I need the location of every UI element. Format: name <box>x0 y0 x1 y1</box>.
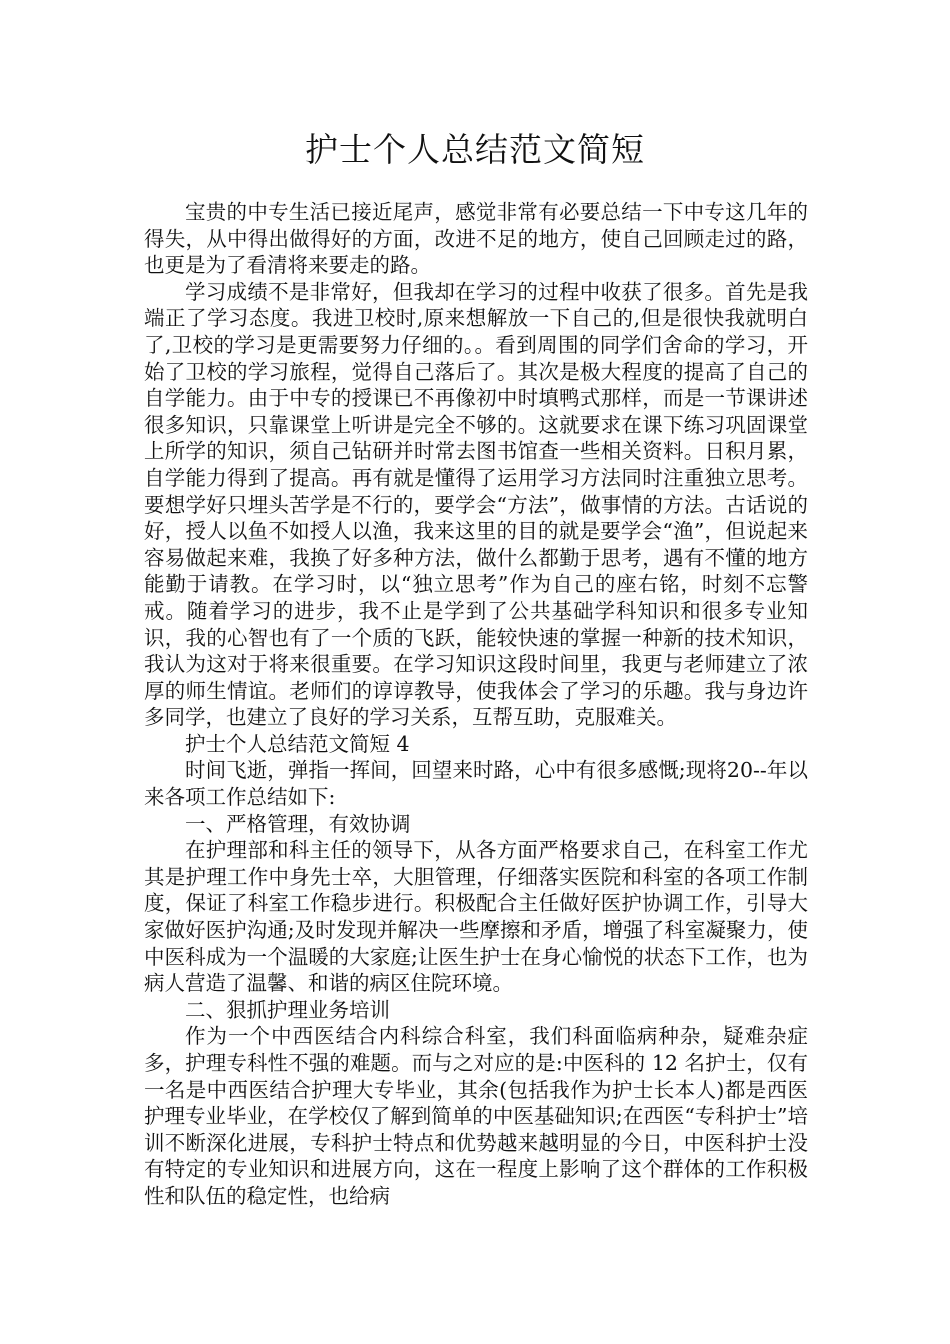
paragraph-intro: 宝贵的中专生活已接近尾声，感觉非常有必要总结一下中专这几年的得失，从中得出做得好的方面，改进不足的地方，使自己回顾走过的路，也更是为了看清将来要走的路。 <box>144 200 808 278</box>
document-title: 护士个人总结范文简短 <box>305 130 645 169</box>
section-heading-4: 护士个人总结范文简短 4 <box>185 731 410 756</box>
paragraph-study: 学习成绩不是非常好，但我却在学习的过程中收获了很多。首先是我端正了学习态度。我进卫校时,原来想解放一下自己的,但是很快我就明白了,卫校的学习是更需要努力仔细的。。看到周围的同学们舍命的学习，开始了卫校的学习旅程，觉得自己落后了。其次是极大程度的提高了自己的自学能力。由于中专的授课已不再像初中时填鸭式那样，而是一节课讲述很多知识，只靠课堂上听讲是完全不够的。这就要求在课下练习巩固课堂上所学的知识，须自己钻研并时常去图书馆查一些相关资料。日积月累，自学能力得到了提高。再有就是懂得了运用学习方法同时注重独立思考。要想学好只埋头苦学是不行的，要学会“方法”，做事情的方法。古话说的好，授人以鱼不如授人以渔，我来这里的目的就是要学会“渔”，但说起来容易做起来难，我换了好多种方法，做什么都勤于思考，遇有不懂的地方能勤于请教。在学习时，以“独立思考”作为自己的座右铭，时刻不忘警戒。随着学习的进步，我不止是学到了公共基础学科知识和很多专业知识，我的心智也有了一个质的飞跃，能较快速的掌握一种新的技术知识，我认为这对于将来很重要。在学习知识这段时间里，我更与老师建立了浓厚的师生情谊。老师们的谆谆教导，使我体会了学习的乐趣。我与身边许多同学，也建立了良好的学习关系，互帮互助，克服难关。 <box>144 279 808 730</box>
subheading-training: 二、狠抓护理业务培训 <box>185 997 390 1022</box>
document-body <box>144 199 808 1210</box>
paragraph-management: 在护理部和科主任的领导下，从各方面严格要求自己，在科室工作尤其是护理工作中身先士卒，大胆管理，仔细落实医院和科室的各项工作制度，保证了科室工作稳步进行。积极配合主任做好医护协调工作，引导大家做好医护沟通;及时发现并解决一些摩擦和矛盾，增强了科室凝聚力，使中医科成为一个温暖的大家庭;让医生护士在身心愉悦的状态下工作，也为病人营造了温馨、和谐的病区住院环境。 <box>144 838 808 996</box>
subheading-management: 一、严格管理，有效协调 <box>185 811 411 836</box>
paragraph-training: 作为一个中西医结合内科综合科室，我们科面临病种杂，疑难杂症多，护理专科性不强的难题。而与之对应的是:中医科的 12 名护士，仅有一名是中西医结合护理大专毕业，其余(包括我作为护士长本人)都是西医护理专业毕业，在学校仅了解到简单的中医基础知识;在西医“专科护士”培训不断深化进展，专科护士特点和优势越来越明显的今日，中医科护士没有特定的专业知识和进展方向，这在一程度上影响了这个群体的工作积极性和队伍的稳定性，也给病 <box>144 1024 808 1208</box>
paragraph-time: 时间飞逝，弹指一挥间，回望来时路，心中有很多感慨;现将20--年以来各项工作总结如下: <box>144 758 808 810</box>
